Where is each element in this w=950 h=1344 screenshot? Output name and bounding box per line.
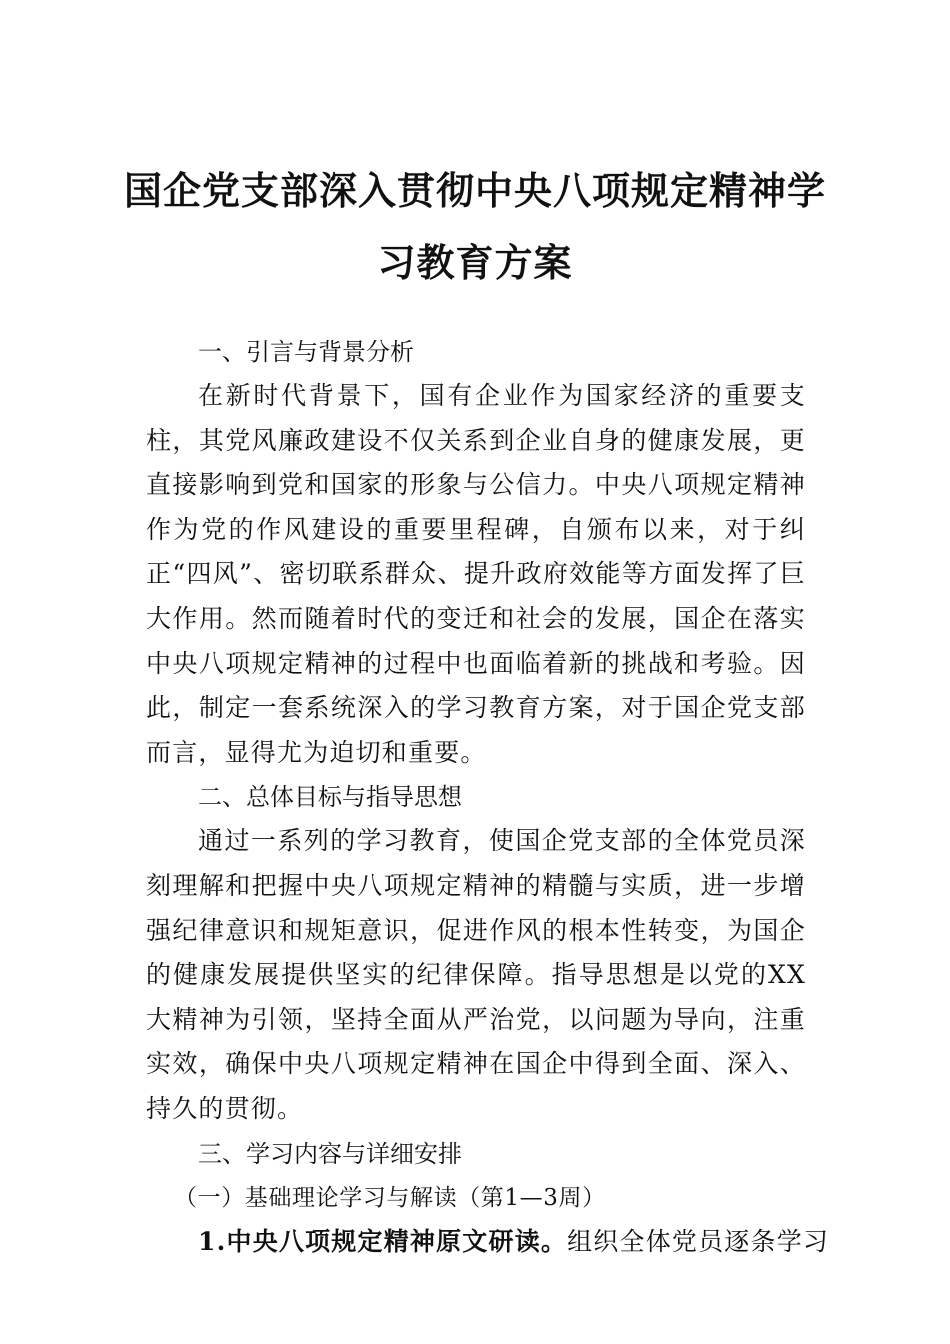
list-item-1-text: 组织全体党员逐条学习 <box>567 1226 830 1256</box>
subsection-heading: （一）基础理论学习与解读（第1—3周） <box>174 1184 606 1211</box>
section-heading-3: 三、学习内容与详细安排 <box>198 1139 462 1168</box>
section-paragraph-1: 在新时代背景下，国有企业作为国家经济的重要支柱，其党风廉政建设不仅关系到企业自身的健康发展，更直接影响到党和国家的形象与公信力。中央八项规定精神作为党的作风建设的重要里程碑，自颁布以来，对于纠正“四风”、密切联系群众、提升政府效能等方面发挥了巨大作用。然而随着时代的变迁和社会的发展，国企在落实中央八项规定精神的过程中也面临着新的挑战和考验。因此，制定一套系统深入的学习教育方案，对于国企党支部而言，显得尤为迫切和重要。 <box>146 381 806 767</box>
list-item-1 <box>146 1220 830 1264</box>
document-body <box>146 330 830 1264</box>
document-title-line-1: 国企党支部深入贯彻中央八项规定精神学 <box>123 168 826 213</box>
section-heading-1: 一、引言与背景分析 <box>198 338 414 366</box>
list-item-1-title: 1.中央八项规定精神原文研读。 <box>198 1226 568 1256</box>
document-title-line-2: 习教育方案 <box>377 240 573 285</box>
section-paragraph-2: 通过一系列的学习教育，使国企党支部的全体党员深刻理解和把握中央八项规定精神的精髓与实质，进一步增强纪律意识和规矩意识，促进作风的根本性转变，为国企的健康发展提供坚实的纪律保障。指导思想是以党的XX大精神为引领，坚持全面从严治党，以问题为导向，注重实效，确保中央八项规定精神在国企中得到全面、深入、持久的贯彻。 <box>146 826 806 1123</box>
section-heading-2: 二、总体目标与指导思想 <box>198 783 462 812</box>
